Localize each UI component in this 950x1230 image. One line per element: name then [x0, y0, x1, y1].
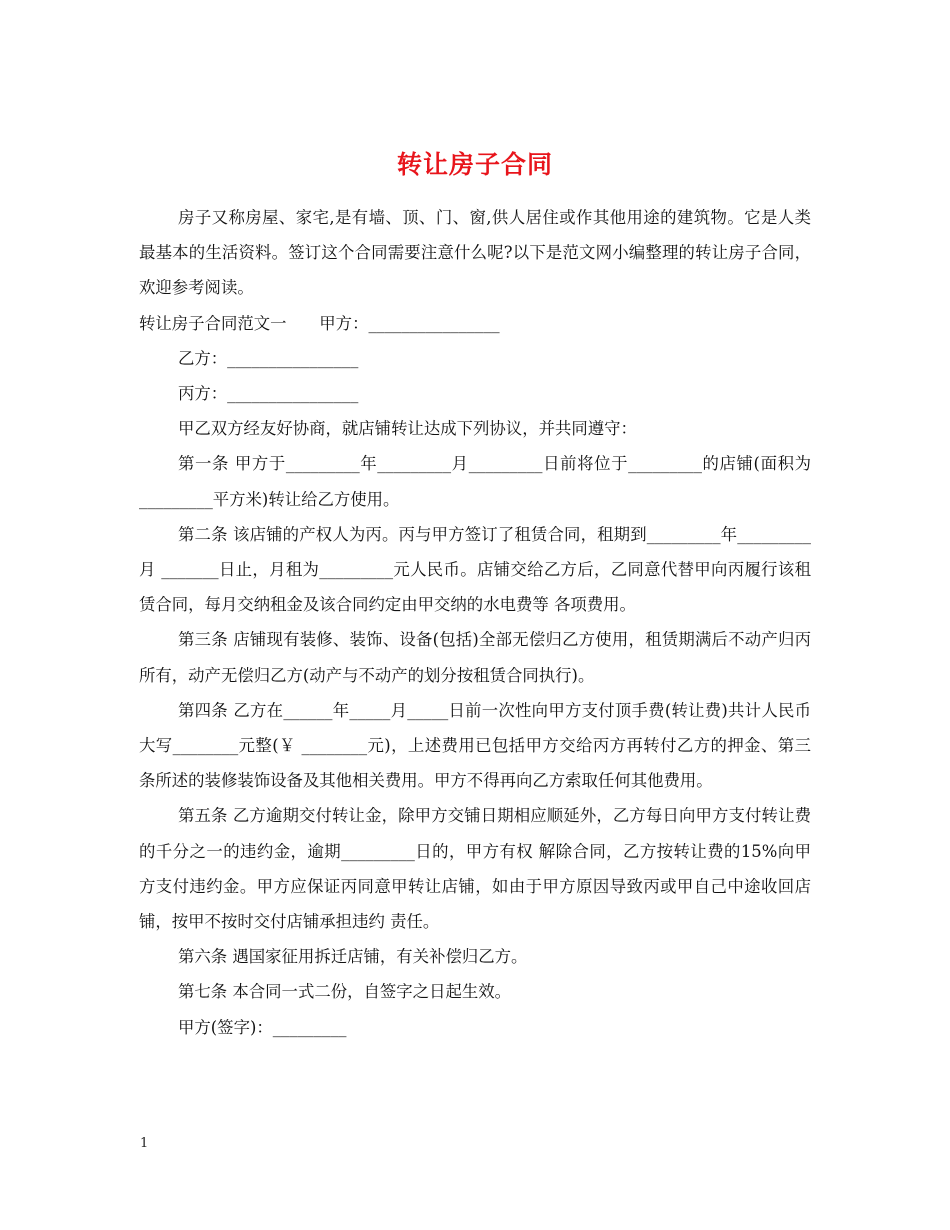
intro-paragraph: 房子又称房屋、家宅,是有墙、顶、门、窗,供人居住或作其他用途的建筑物。它是人类最基本的生活资料。签订这个合同需要注意什么呢?以下是范文网小编整理的转让房子合同，欢迎参考阅读。	[139, 208, 811, 298]
clause-5: 第五条 乙方逾期交付转让金，除甲方交铺日期相应顺延外，乙方每日向甲方支付转让费的千分之一的违约金，逾期_________日的，甲方有权 解除合同，乙方按转让费的15%向甲方支付违约金。甲方应保证丙同意甲转让店铺，如由于甲方原因导致丙或甲自己中途收回店铺，按甲不按时交付店铺承担违约 责任。	[139, 806, 811, 932]
document-title: 转让房子合同	[396, 149, 553, 179]
clause-3: 第三条 店铺现有装修、装饰、设备(包括)全部无偿归乙方使用，租赁期满后不动产归丙所有，动产无偿归乙方(动产与不动产的划分按租赁合同执行)。	[139, 630, 811, 685]
clause-6: 第六条 遇国家征用拆迁店铺，有关补偿归乙方。	[178, 947, 528, 967]
clause-7: 第七条 本合同一式二份，自签字之日起生效。	[178, 982, 512, 1002]
page-number: 1	[140, 1136, 149, 1151]
party-a-signature-line: 甲方(签字)：_________	[178, 1017, 347, 1037]
clause-2: 第二条 该店铺的产权人为丙。丙与甲方签订了租赁合同，租期到_________年_________月 _______日止，月租为_________元人民币。店铺交给乙方后，乙同意代替甲向丙履行该租赁合同，每月交纳租金及该合同约定由甲交纳的水电费等 各项费用。	[139, 524, 811, 615]
agreement-preamble: 甲乙双方经友好协商，就店铺转让达成下列协议，并共同遵守：	[178, 419, 637, 439]
party-b-line: 乙方：________________	[178, 348, 359, 368]
party-c-line: 丙方：________________	[178, 384, 359, 404]
clause-1: 第一条 甲方于_________年_________月_________日前将位于_________的店铺(面积为_________平方米)转让给乙方使用。	[139, 454, 811, 509]
sample-heading-party-a: 转让房子合同范文一 甲方：________________	[139, 313, 500, 333]
document-body	[139, 200, 811, 1045]
clause-4: 第四条 乙方在______年_____月_____日前一次性向甲方支付顶手费(转让费)共计人民币大写________元整(￥ ________元)，上述费用已包括甲方交给丙方再转付乙方的押金、第三条所述的装修装饰设备及其他相关费用。甲方不得再向乙方索取任何其他费用。	[139, 700, 811, 791]
